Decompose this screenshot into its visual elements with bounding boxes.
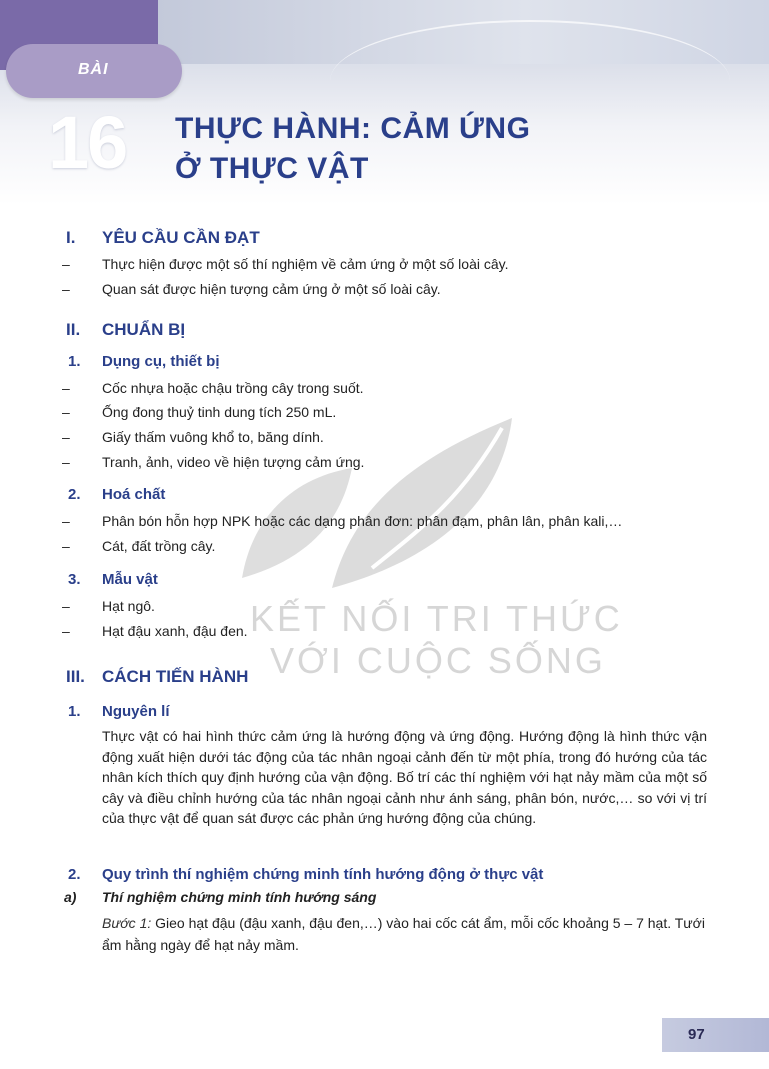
lesson-number: 16 — [48, 101, 127, 184]
list-item-text: Hạt đậu xanh, đậu đen. — [102, 623, 248, 639]
subsection-title: Mẫu vật — [102, 571, 158, 588]
dash-bullet: – — [62, 623, 70, 639]
subsection-number: 1. — [68, 353, 81, 370]
dash-bullet: – — [62, 513, 70, 529]
dash-bullet: – — [62, 429, 70, 445]
watermark-text-line1: KẾT NỐI TRI THỨC — [250, 598, 623, 639]
step-1-text: Gieo hạt đậu (đậu xanh, đậu đen,…) vào hai cốc cát ẩm, mỗi cốc khoảng 5 – 7 hạt. Tưới ẩm hằng ngày để hạt nảy mầm. — [102, 915, 705, 953]
watermark-text-line2: VỚI CUỘC SỐNG — [270, 640, 606, 681]
dash-bullet: – — [62, 404, 70, 420]
section-3-title: CÁCH TIẾN HÀNH — [102, 667, 249, 686]
subsection-number: 1. — [68, 703, 81, 720]
section-1-title: YÊU CẦU CẦN ĐẠT — [102, 228, 260, 247]
section-2-number: II. — [66, 320, 81, 339]
list-item-text: Quan sát được hiện tượng cảm ứng ở một số loài cây. — [102, 281, 441, 297]
subsection-title: Quy trình thí nghiệm chứng minh tính hướng động ở thực vật — [102, 866, 544, 883]
subsection-title: Dụng cụ, thiết bị — [102, 353, 220, 370]
list-item-text: Giấy thấm vuông khổ to, băng dính. — [102, 429, 324, 445]
list-item-text: Cốc nhựa hoặc chậu trồng cây trong suốt. — [102, 380, 364, 396]
dash-bullet: – — [62, 281, 70, 297]
step-1-paragraph — [102, 912, 712, 956]
list-item-text: Cát, đất trồng cây. — [102, 538, 216, 554]
subsection-number: 2. — [68, 486, 81, 503]
dash-bullet: – — [62, 454, 70, 470]
subsection-title: Nguyên lí — [102, 703, 170, 720]
section-3-number: III. — [66, 667, 85, 686]
page-title-line1: THỰC HÀNH: CẢM ỨNG — [175, 112, 531, 145]
page-title-line2: Ở THỰC VẬT — [175, 152, 369, 185]
part-a-label: a) — [64, 889, 77, 905]
list-item-text: Phân bón hỗn hợp NPK hoặc các dạng phân đơn: phân đạm, phân lân, phân kali,… — [102, 513, 623, 529]
list-item-text: Thực hiện được một số thí nghiệm về cảm ứng ở một số loài cây. — [102, 256, 509, 272]
dash-bullet: – — [62, 538, 70, 554]
subsection-title: Hoá chất — [102, 486, 166, 503]
list-item-text: Ống đong thuỷ tinh dung tích 250 mL. — [102, 404, 337, 420]
dash-bullet: – — [62, 380, 70, 396]
list-item-text: Tranh, ảnh, video về hiện tượng cảm ứng. — [102, 454, 365, 470]
page-number-bar — [662, 1018, 769, 1052]
lesson-label: BÀI — [78, 61, 109, 78]
dash-bullet: – — [62, 598, 70, 614]
page-number: 97 — [688, 1026, 705, 1043]
section-2-title: CHUẨN BỊ — [102, 320, 186, 339]
list-item-text: Hạt ngô. — [102, 598, 155, 614]
dash-bullet: – — [62, 256, 70, 272]
principle-paragraph: Thực vật có hai hình thức cảm ứng là hướng động và ứng động. Hướng động là hình thức vận động xuất hiện dưới tác động của tác nhân ngoại cảnh đến từ một phía, trong đó hướng của tác nhân kích thích quy định hướng của vận động. Bố trí các thí nghiệm với hạt nảy mầm của một số cây và điều chỉnh hướng của tác nhân ngoại cảnh như ánh sáng, phân bón, nước,… so với vị trí của thực vật để quan sát được các phản ứng hướng động của chúng. — [102, 728, 707, 826]
section-1-number: I. — [66, 228, 76, 247]
step-1-label: Bước 1: — [102, 915, 152, 931]
part-a-title: Thí nghiệm chứng minh tính hướng sáng — [102, 889, 377, 905]
subsection-number: 3. — [68, 571, 81, 588]
subsection-number: 2. — [68, 866, 81, 883]
